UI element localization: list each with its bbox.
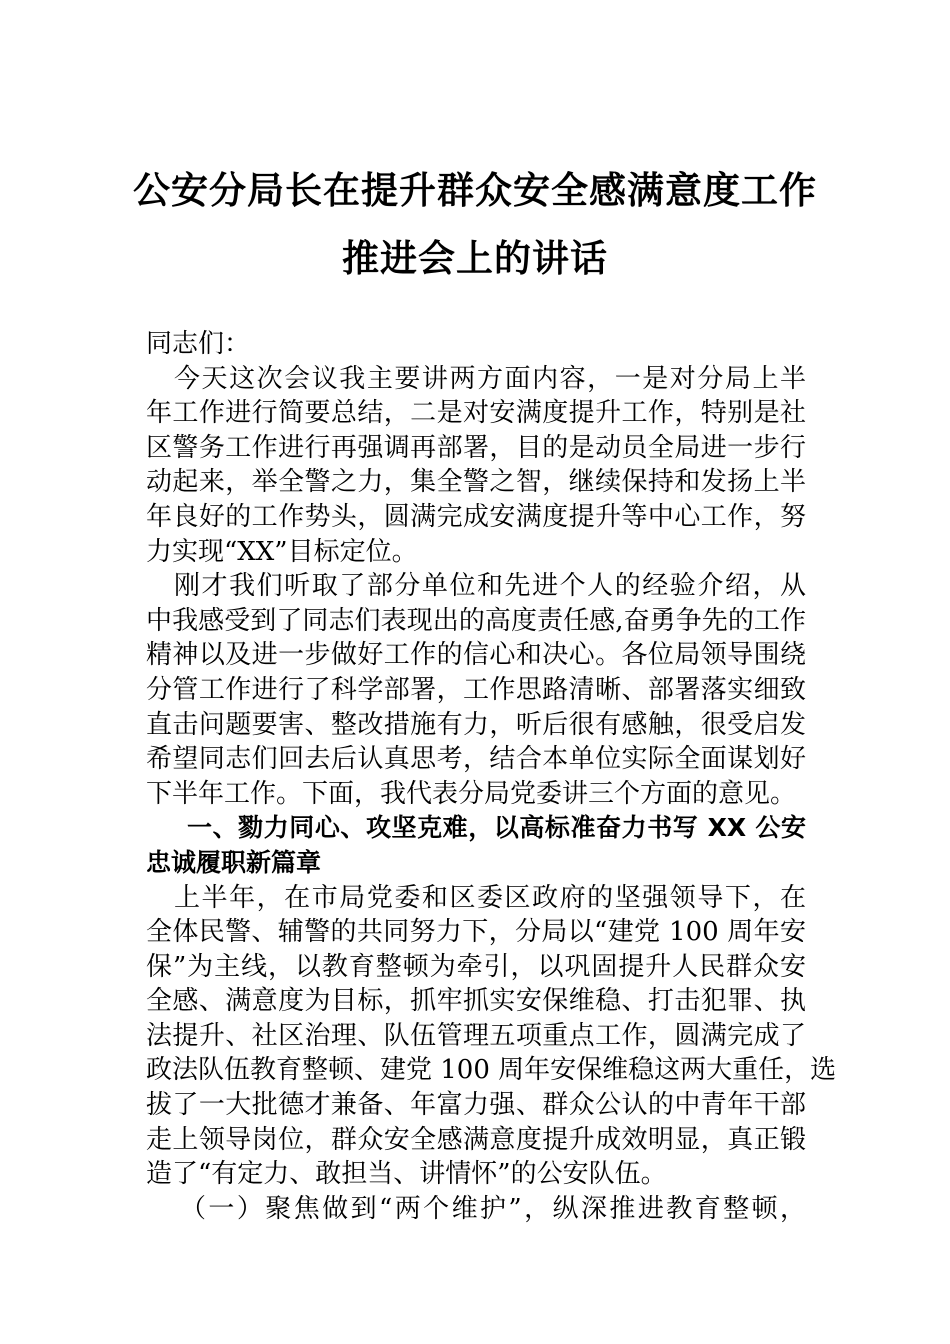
text-line: 区警务工作进行再强调再部署，目的是动员全局进一步行 [146,432,806,463]
text-line: 力实现“XX”目标定位。 [146,536,418,567]
text-line: 拔了一大批德才兼备、年富力强、群众公认的中青年干部 [146,1090,806,1121]
document-title-line-2: 推进会上的讲话 [342,236,608,280]
text-line: 年良好的工作势头，圆满完成安满度提升等中心工作，努 [146,501,806,532]
text-line: 一、勠力同心、攻坚克难，以高标准奋力书写 XX 公安 [187,813,806,843]
subsection-heading [146,1192,806,1227]
section-heading [146,811,806,880]
text-line: 动起来，举全警之力，集全警之智，继续保持和发扬上半 [146,467,806,498]
text-line: 今天这次会议我主要讲两方面内容，一是对分局上半 [174,363,806,394]
text-line: 全体民警、辅警的共同努力下，分局以“建党 100 周年安 [146,917,806,948]
text-line: 政法队伍教育整顿、建党 100 周年安保维稳这两大重任，选 [146,1055,837,1086]
text-line: 造了“有定力、敢担当、讲情怀”的公安队伍。 [146,1159,667,1190]
text-line: 保”为主线，以教育整顿为牵引，以巩固提升人民群众安 [146,951,806,982]
text-line: 法提升、社区治理、队伍管理五项重点工作，圆满完成了 [146,1020,806,1051]
text-line: 刚才我们听取了部分单位和先进个人的经验介绍，从 [174,571,806,602]
text-line: （一）聚焦做到“两个维护”，纵深推进教育整顿， [180,1193,806,1224]
text-line: 精神以及进一步做好工作的信心和决心。各位局领导围绕 [146,640,806,671]
paragraph [146,881,837,1192]
salutation [146,327,806,362]
document-title-line-1: 公安分局长在提升群众安全感满意度工作 [133,168,817,212]
text-line: 同志们： [146,329,251,359]
text-line: 忠诚履职新篇章 [146,847,322,877]
paragraph [146,362,806,570]
document-body [146,327,837,1226]
text-line: 直击问题要害、整改措施有力，听后很有感触，很受启发 [146,709,806,740]
text-line: 希望同志们回去后认真思考，结合本单位实际全面谋划好 [146,744,806,775]
text-line: 下半年工作。下面，我代表分局党委讲三个方面的意见。 [146,778,797,809]
text-line: 全感、满意度为目标，抓牢抓实安保维稳、打击犯罪、执 [146,986,806,1017]
text-line: 中我感受到了同志们表现出的高度责任感,奋勇争先的工作 [146,605,806,636]
text-line: 年工作进行简要总结，二是对安满度提升工作，特别是社 [146,398,806,429]
paragraph [146,569,806,811]
text-line: 分管工作进行了科学部署，工作思路清晰、部署落实细致 [146,674,806,705]
text-line: 上半年，在市局党委和区委区政府的坚强领导下，在 [174,882,806,913]
text-line: 走上领导岗位，群众安全感满意度提升成效明显，真正锻 [146,1124,806,1155]
